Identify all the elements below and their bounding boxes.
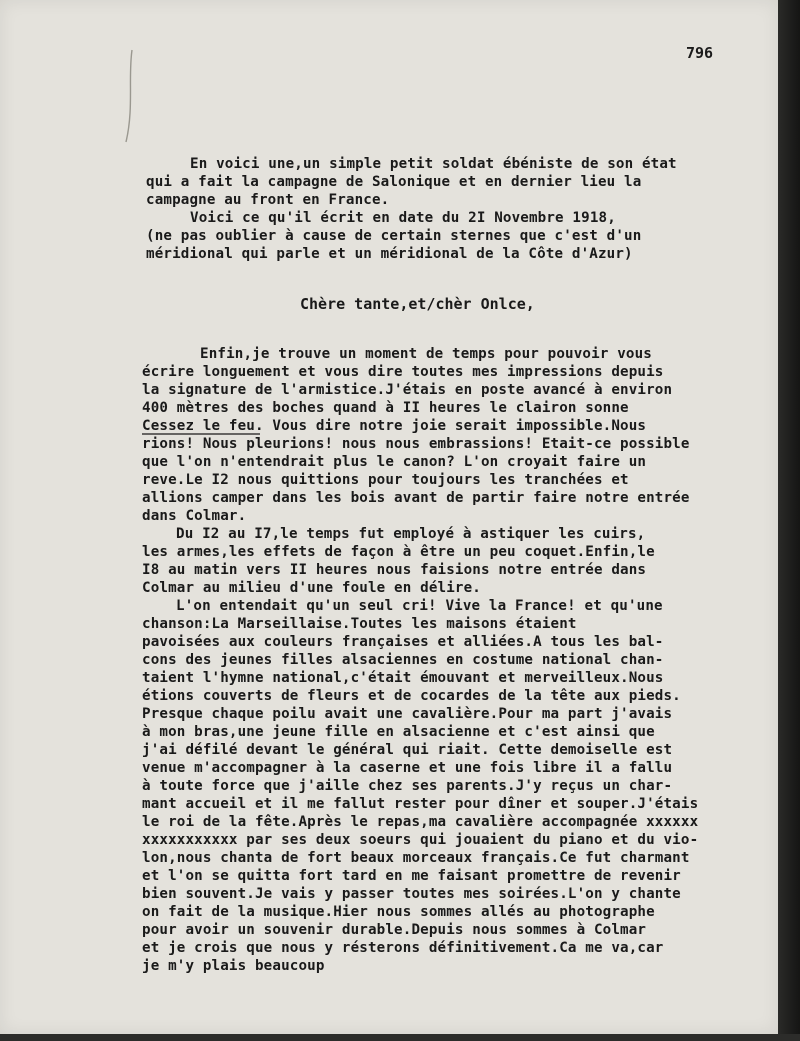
letter-line: les armes,les effets de façon à être un peu coquet.Enfin,le [142,544,655,560]
letter-line: taient l'hymne national,c'était émouvant et merveilleux.Nous [142,670,664,686]
letter-line: chanson:La Marseillaise.Toutes les maisons étaient [142,616,577,632]
letter-line: j'ai défilé devant le général qui riait. Cette demoiselle est [142,742,673,758]
letter-line: et l'on se quitta fort tard en me faisant promettre de revenir [142,868,681,884]
letter-line: Presque chaque poilu avait une cavalière.Pour ma part j'avais [142,706,673,722]
letter-line: Colmar au milieu d'une foule en délire. [142,580,481,596]
letter-line: dans Colmar. [142,508,247,524]
letter-line: rions! Nous pleurions! nous nous embrassions! Etait-ce possible [142,436,690,452]
letter-line: pavoisées aux couleurs françaises et alliées.A tous les bal- [142,634,664,650]
intro-line: (ne pas oublier à cause de certain sternes que c'est d'un [146,228,642,244]
intro-line: campagne au front en France. [146,192,390,208]
letter-line: bien souvent.Je vais y passer toutes mes soirées.L'on y chante [142,886,681,902]
scan-edge-bottom [0,1034,800,1041]
intro-line: Voici ce qu'il écrit en date du 2I Novembre 1918, [190,210,616,226]
letter-line: allions camper dans les bois avant de partir faire notre entrée [142,490,690,506]
intro-line: En voici une,un simple petit soldat ébéniste de son état [190,156,677,172]
pencil-annotation-mark [118,48,146,144]
letter-salutation: Chère tante,et/chèr Onlce, [300,295,535,313]
letter-line: je m'y plais beaucoup [142,958,325,974]
letter-line: venue m'accompagner à la caserne et une fois libre il a fallu [142,760,673,776]
letter-line: lon,nous chanta de fort beaux morceaux français.Ce fut charmant [142,850,690,866]
letter-line: écrire longuement et vous dire toutes mes impressions depuis [142,364,664,380]
letter-line: reve.Le I2 nous quittions pour toujours les tranchées et [142,472,629,488]
letter-line: à toute force que j'aille chez ses parents.J'y reçus un char- [142,778,673,794]
letter-line: cons des jeunes filles alsaciennes en costume national chan- [142,652,664,668]
scan-edge-right [778,0,800,1041]
letter-line: pour avoir un souvenir durable.Depuis nous sommes à Colmar [142,922,647,938]
letter-line: et je crois que nous y résterons définitivement.Ca me va,car [142,940,664,956]
letter-line: on fait de la musique.Hier nous sommes allés au photographe [142,904,655,920]
letter-line: Cessez le feu. Vous dire notre joie serait impossible.Nous [142,418,647,434]
page-number: 796 [686,44,714,62]
letter-line: mant accueil et il me fallut rester pour dîner et souper.J'étais [142,796,699,812]
letter-line: la signature de l'armistice.J'étais en poste avancé à environ [142,382,673,398]
cessez-le-feu-underline [142,432,262,436]
letter-line: Du I2 au I7,le temps fut employé à astiquer les cuirs, [176,526,646,542]
intro-line: qui a fait la campagne de Salonique et en dernier lieu la [146,174,642,190]
letter-line: étions couverts de fleurs et de cocardes de la tête aux pieds. [142,688,681,704]
letter-line: xxxxxxxxxxx par ses deux soeurs qui jouaient du piano et du vio- [142,832,699,848]
letter-line: I8 au matin vers II heures nous faisions notre entrée dans [142,562,647,578]
letter-line: Enfin,je trouve un moment de temps pour pouvoir vous [200,346,652,362]
letter-line: L'on entendait qu'un seul cri! Vive la France! et qu'une [176,598,663,614]
letter-line: 400 mètres des boches quand à II heures le clairon sonne [142,400,629,416]
letter-line: à mon bras,une jeune fille en alsacienne et c'est ainsi que [142,724,655,740]
intro-line: méridional qui parle et un méridional de la Côte d'Azur) [146,246,633,262]
letter-line: le roi de la fête.Après le repas,ma cavalière accompagnée xxxxxx [142,814,699,830]
letter-line: que l'on n'entendrait plus le canon? L'on croyait faire un [142,454,647,470]
